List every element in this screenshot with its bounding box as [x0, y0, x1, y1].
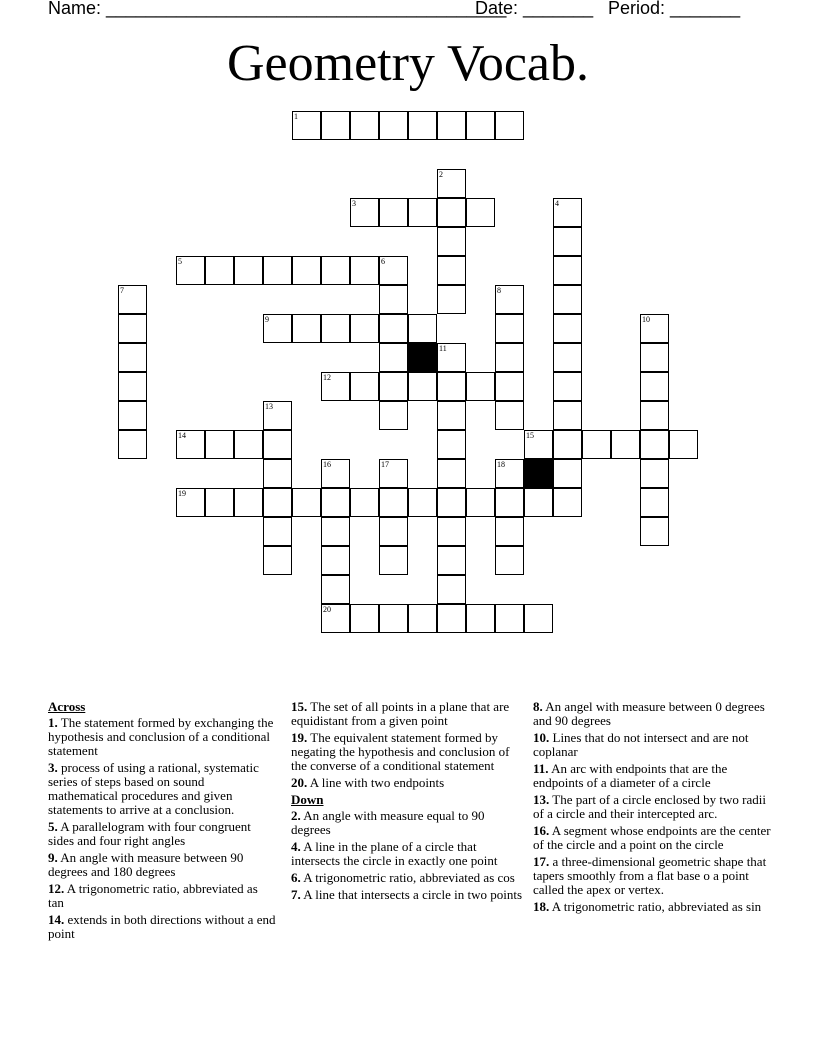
crossword-cell[interactable] — [437, 401, 466, 430]
crossword-cell[interactable] — [408, 372, 437, 401]
crossword-cell[interactable] — [553, 343, 582, 372]
crossword-cell[interactable] — [466, 372, 495, 401]
crossword-cell[interactable] — [379, 285, 408, 314]
crossword-cell[interactable] — [669, 430, 698, 459]
crossword-cell[interactable] — [553, 198, 582, 227]
crossword-cell[interactable] — [553, 285, 582, 314]
clue-column-3 — [533, 700, 773, 917]
crossword-cell[interactable] — [263, 488, 292, 517]
date-field[interactable]: Date: _______ — [475, 0, 594, 18]
crossword-cell[interactable] — [582, 430, 611, 459]
crossword-cell[interactable] — [553, 401, 582, 430]
crossword-cell[interactable] — [321, 256, 350, 285]
crossword-cell[interactable] — [379, 343, 408, 372]
crossword-cell[interactable] — [118, 343, 147, 372]
down-clue: 11. An arc with endpoints that are the endpoints of a diameter of a circle — [533, 761, 728, 790]
clue-number: 2 — [439, 170, 443, 179]
crossword-cell[interactable] — [321, 372, 350, 401]
crossword-cell[interactable] — [553, 372, 582, 401]
crossword-cell[interactable] — [321, 546, 350, 575]
crossword-cell[interactable] — [263, 546, 292, 575]
crossword-cell[interactable] — [292, 111, 321, 140]
crossword-cell[interactable] — [379, 314, 408, 343]
crossword-cell[interactable] — [553, 256, 582, 285]
crossword-cell[interactable] — [640, 343, 669, 372]
crossword-cell[interactable] — [437, 256, 466, 285]
crossword-cell[interactable] — [379, 198, 408, 227]
clue-number: 6 — [381, 257, 385, 266]
crossword-cell[interactable] — [437, 517, 466, 546]
crossword-cell[interactable] — [176, 430, 205, 459]
crossword-cell[interactable] — [437, 372, 466, 401]
period-field[interactable]: Period: _______ — [608, 0, 741, 18]
down-clue: 8. An angel with measure between 0 degrees and 90 degrees — [533, 699, 765, 728]
crossword-cell[interactable] — [553, 488, 582, 517]
crossword-cell[interactable] — [350, 111, 379, 140]
crossword-cell[interactable] — [408, 314, 437, 343]
crossword-cell[interactable] — [524, 488, 553, 517]
crossword-cell[interactable] — [234, 256, 263, 285]
across-heading: Across — [48, 699, 86, 714]
crossword-cell[interactable] — [118, 314, 147, 343]
crossword-cell[interactable] — [350, 372, 379, 401]
clue-number: 19 — [178, 489, 186, 498]
crossword-cell[interactable] — [118, 372, 147, 401]
crossword-cell[interactable] — [640, 430, 669, 459]
clue-number: 20 — [323, 605, 331, 614]
crossword-cell[interactable] — [495, 314, 524, 343]
crossword-cell[interactable] — [263, 430, 292, 459]
down-clue: 16. A segment whose endpoints are the center of the circle and a point on the circle — [533, 823, 771, 852]
crossword-cell[interactable] — [350, 256, 379, 285]
crossword-cell[interactable] — [379, 256, 408, 285]
crossword-cell[interactable] — [495, 459, 524, 488]
across-clue: 15. The set of all points in a plane that are equidistant from a given point — [291, 699, 510, 728]
crossword-cell[interactable] — [495, 401, 524, 430]
crossword-cell[interactable] — [437, 198, 466, 227]
down-clue: 18. A trigonometric ratio, abbreviated as sin — [533, 899, 762, 914]
crossword-cell[interactable] — [437, 227, 466, 256]
crossword-cell[interactable] — [205, 256, 234, 285]
down-clue: 6. A trigonometric ratio, abbreviated as cos — [291, 870, 515, 885]
page-title: Geometry Vocab. — [227, 35, 589, 92]
crossword-cell[interactable] — [292, 314, 321, 343]
crossword-cell[interactable] — [263, 459, 292, 488]
crossword-cell[interactable] — [495, 285, 524, 314]
across-clue: 3. process of using a rational, systematic series of steps based on sound mathematical procedures and given statements to arrive at a conclusion. — [48, 760, 259, 817]
crossword-cell[interactable] — [466, 198, 495, 227]
crossword-cell[interactable] — [495, 517, 524, 546]
crossword-cell[interactable] — [640, 372, 669, 401]
crossword-cell[interactable] — [292, 488, 321, 517]
crossword-cell[interactable] — [524, 430, 553, 459]
down-clue: 10. Lines that do not intersect and are not coplanar — [533, 730, 749, 759]
crossword-cell[interactable] — [176, 488, 205, 517]
clue-number: 13 — [265, 402, 273, 411]
clue-number: 5 — [178, 257, 182, 266]
crossword-cell[interactable] — [350, 314, 379, 343]
down-clue: 13. The part of a circle enclosed by two radii of a circle and their intercepted arc. — [533, 792, 766, 821]
crossword-cell[interactable] — [263, 314, 292, 343]
crossword-cell[interactable] — [408, 488, 437, 517]
crossword-cell[interactable] — [379, 546, 408, 575]
crossword-cell[interactable] — [437, 604, 466, 633]
across-clue: 12. A trigonometric ratio, abbreviated as tan — [48, 881, 258, 910]
clue-number: 17 — [381, 460, 389, 469]
across-clue: 19. The equivalent statement formed by negating the hypothesis and conclusion of the converse of a conditional statement — [291, 730, 510, 773]
down-clue: 7. A line that intersects a circle in two points — [291, 887, 523, 902]
crossword-cell[interactable] — [118, 285, 147, 314]
crossword-cell[interactable] — [408, 198, 437, 227]
crossword-cell[interactable] — [205, 488, 234, 517]
crossword-cell[interactable] — [437, 285, 466, 314]
clue-column-1 — [48, 700, 276, 944]
crossword-cell[interactable] — [321, 459, 350, 488]
down-clue: 17. a three-dimensional geometric shape that tapers smoothly from a flat base o a point called the apex or vertex. — [533, 854, 767, 897]
crossword-cell[interactable] — [553, 459, 582, 488]
name-field[interactable]: Name: ________________________________________ — [48, 0, 507, 18]
crossword-cell[interactable] — [118, 401, 147, 430]
crossword-cell[interactable] — [408, 604, 437, 633]
crossword-cell[interactable] — [553, 430, 582, 459]
crossword-black-cell — [524, 459, 553, 488]
crossword-cell[interactable] — [350, 198, 379, 227]
crossword-cell[interactable] — [611, 430, 640, 459]
clue-number: 7 — [120, 286, 124, 295]
crossword-cell[interactable] — [437, 111, 466, 140]
clue-column-2 — [291, 700, 523, 905]
clue-number: 18 — [497, 460, 505, 469]
crossword-cell[interactable] — [379, 488, 408, 517]
crossword-cell[interactable] — [263, 401, 292, 430]
crossword-cell[interactable] — [466, 488, 495, 517]
crossword-cell[interactable] — [495, 372, 524, 401]
clue-number: 12 — [323, 373, 331, 382]
crossword-cell[interactable] — [350, 488, 379, 517]
crossword-cell[interactable] — [379, 459, 408, 488]
across-clue: 14. extends in both directions without a end point — [48, 912, 276, 941]
crossword-cell[interactable] — [495, 343, 524, 372]
clue-number: 8 — [497, 286, 501, 295]
crossword-cell[interactable] — [640, 314, 669, 343]
crossword-cell[interactable] — [640, 488, 669, 517]
clue-number: 15 — [526, 431, 534, 440]
clue-number: 9 — [265, 315, 269, 324]
crossword-cell[interactable] — [234, 430, 263, 459]
crossword-cell[interactable] — [292, 256, 321, 285]
crossword-cell[interactable] — [437, 488, 466, 517]
crossword-cell[interactable] — [437, 546, 466, 575]
clue-number: 10 — [642, 315, 650, 324]
clue-number: 16 — [323, 460, 331, 469]
crossword-cell[interactable] — [495, 604, 524, 633]
crossword-black-cell — [408, 343, 437, 372]
across-clue: 9. An angle with measure between 90 degrees and 180 degrees — [48, 850, 244, 879]
crossword-cell[interactable] — [321, 488, 350, 517]
clue-number: 11 — [439, 344, 447, 353]
crossword-cell[interactable] — [437, 169, 466, 198]
clue-number: 1 — [294, 112, 298, 121]
crossword-cell[interactable] — [553, 227, 582, 256]
crossword-cell[interactable] — [379, 517, 408, 546]
crossword-cell[interactable] — [408, 111, 437, 140]
down-clue: 2. An angle with measure equal to 90 degrees — [291, 808, 485, 837]
crossword-cell[interactable] — [524, 604, 553, 633]
crossword-cell[interactable] — [379, 604, 408, 633]
crossword-cell[interactable] — [263, 517, 292, 546]
crossword-cell[interactable] — [321, 575, 350, 604]
crossword-cell[interactable] — [495, 111, 524, 140]
crossword-cell[interactable] — [640, 517, 669, 546]
crossword-cell[interactable] — [437, 343, 466, 372]
crossword-cell[interactable] — [205, 430, 234, 459]
crossword-cell[interactable] — [118, 430, 147, 459]
across-clue: 1. The statement formed by exchanging the hypothesis and conclusion of a conditional statement — [48, 715, 274, 758]
crossword-cell[interactable] — [553, 314, 582, 343]
crossword-cell[interactable] — [379, 372, 408, 401]
crossword-cell[interactable] — [263, 256, 292, 285]
crossword-cell[interactable] — [495, 488, 524, 517]
across-clue: 20. A line with two endpoints — [291, 775, 445, 790]
crossword-cell[interactable] — [234, 488, 263, 517]
clue-number: 4 — [555, 199, 559, 208]
crossword-cell[interactable] — [495, 546, 524, 575]
crossword-cell[interactable] — [640, 459, 669, 488]
down-clue: 4. A line in the plane of a circle that intersects the circle in exactly one point — [291, 839, 498, 868]
crossword-cell[interactable] — [350, 604, 379, 633]
crossword-cell[interactable] — [321, 111, 350, 140]
crossword-cell[interactable] — [437, 430, 466, 459]
crossword-cell[interactable] — [437, 459, 466, 488]
crossword-cell[interactable] — [321, 604, 350, 633]
crossword-cell[interactable] — [321, 314, 350, 343]
down-heading: Down — [291, 792, 324, 807]
across-clue: 5. A parallelogram with four congruent sides and four right angles — [48, 819, 251, 848]
crossword-cell[interactable] — [176, 256, 205, 285]
crossword-cell[interactable] — [437, 575, 466, 604]
crossword-cell[interactable] — [466, 111, 495, 140]
clue-number: 3 — [352, 199, 356, 208]
crossword-cell[interactable] — [640, 401, 669, 430]
clue-number: 14 — [178, 431, 186, 440]
crossword-cell[interactable] — [321, 517, 350, 546]
crossword-cell[interactable] — [379, 401, 408, 430]
crossword-cell[interactable] — [379, 111, 408, 140]
crossword-cell[interactable] — [466, 604, 495, 633]
